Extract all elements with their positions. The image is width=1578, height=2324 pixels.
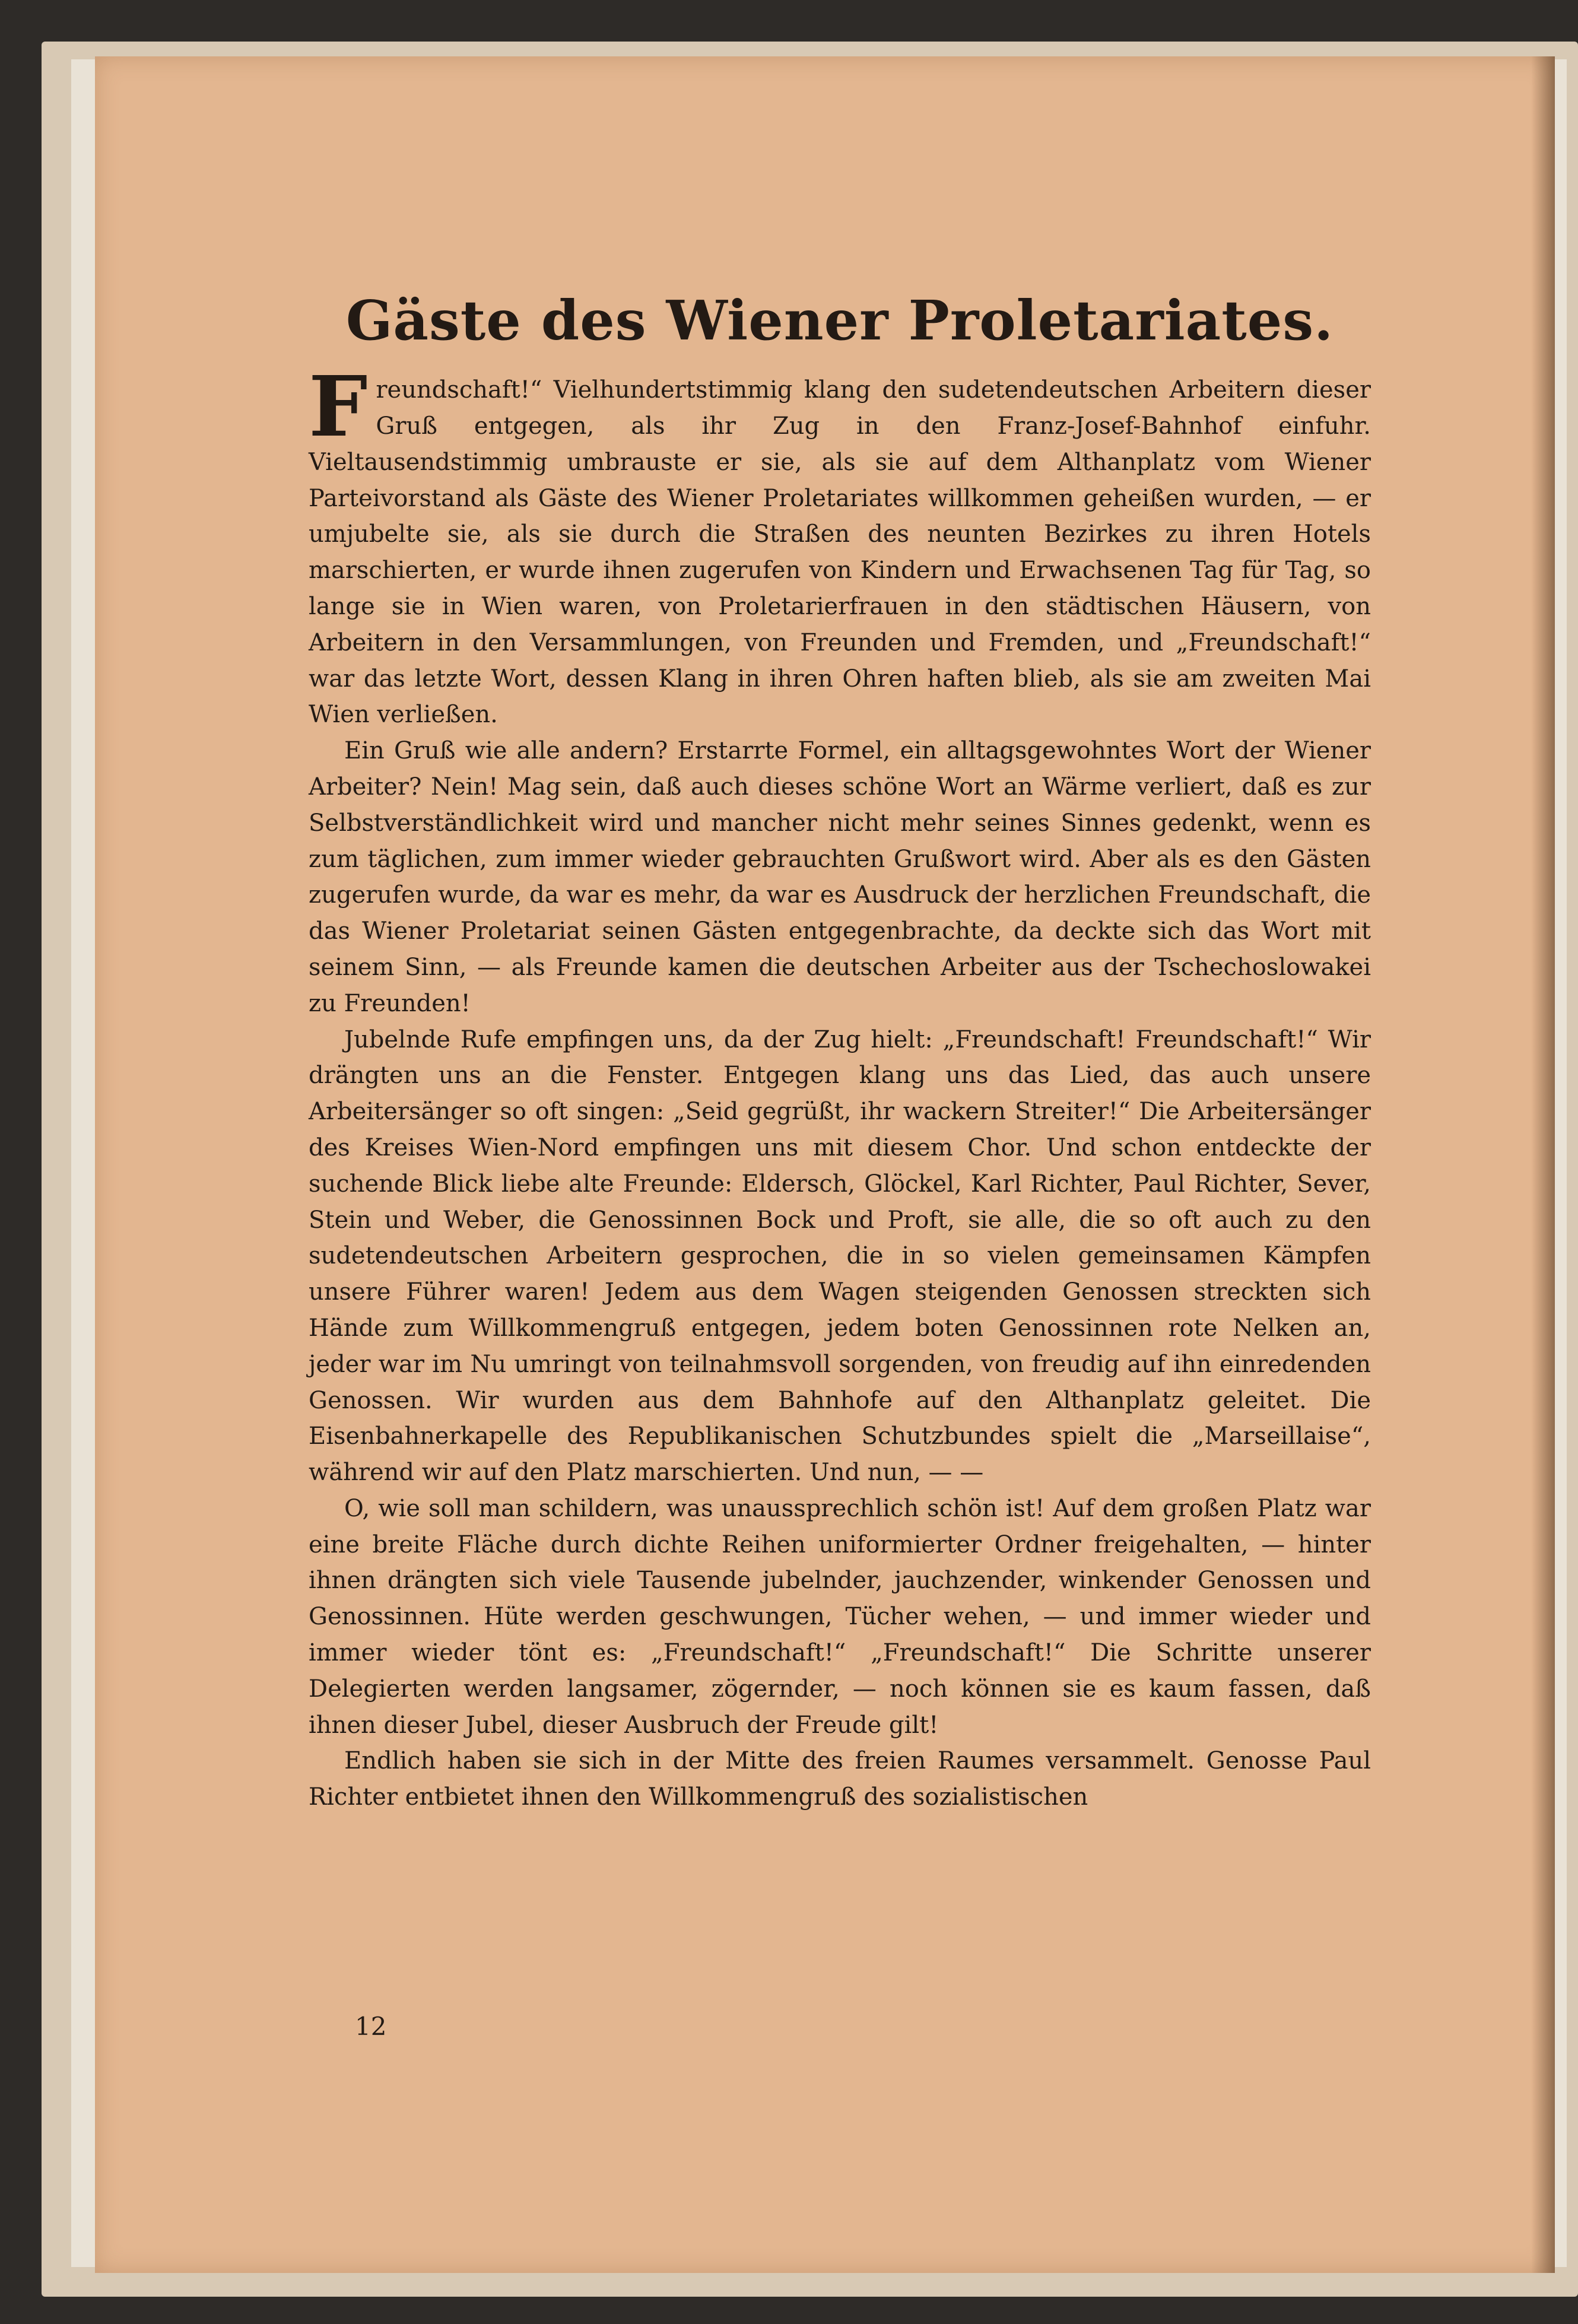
paragraph-5: Endlich haben sie sich in der Mitte des freien Raumes versammelt. Genosse Paul Richter entbietet ihnen den Willkommengruß des sozialistischen (309, 1747, 1371, 1811)
paragraph-4: O, wie soll man schildern, was unaussprechlich schön ist! Auf dem großen Platz war eine breite Fläche durch dichte Reihen uniformierter Ordner freigehalten, — hinter ihnen drängten sich viele Tausende jubelnder, jauchzender, winkender Genossen und Genossinnen. Hüte werden geschwungen, Tücher wehen, — und immer wieder und immer wieder tönt es: „Freundschaft!“ „Freundschaft!“ Die Schritte unserer Delegierten werden langsamer, zögernder, — noch können sie es kaum fassen, daß ihnen dieser Jubel, dieser Ausbruch der Freude gilt! (309, 1494, 1371, 1739)
page-gutter (1531, 56, 1555, 2273)
page-number: 12 (355, 2012, 387, 2041)
paragraph-2: Ein Gruß wie alle andern? Erstarrte Formel, ein alltagsgewohntes Wort der Wiener Arbeiter? Nein! Mag sein, daß auch dieses schöne Wort an Wärme verliert, daß es zur Selbstverständlichkeit wird und mancher nicht mehr seines Sinnes gedenkt, wenn es zum täglichen, zum immer wieder gebrauchten Grußwort wird. Aber als es den Gästen zugerufen wurde, da war es mehr, da war es Ausdruck der herzlichen Freundschaft, die das Wiener Proletariat seinen Gästen entgegenbrachte, da deckte sich das Wort mit seinem Sinn, — als Freunde kamen die deutschen Arbeiter aus der Tschechoslowakei zu Freunden! (309, 737, 1371, 1017)
page-title: Gäste des Wiener Proletariates. (345, 288, 1334, 353)
paragraph-1: Freundschaft!“ Vielhundertstimmig klang den sudetendeutschen Arbeitern dieser Gruß entgegen, als ihr Zug in den Franz-Josef-Bahnhof einfuhr. Vieltausendstimmig umbrauste er sie, als sie auf dem Althanplatz vom Wiener Parteivorstand als Gäste des Wiener Proletariates willkommen geheißen wurden, — er umjubelte sie, als sie durch die Straßen des neunten Bezirkes zu ihren Hotels marschierten, er wurde ihnen zugerufen von Kindern und Erwachsenen Tag für Tag, so lange sie in Wien waren, von Proletarierfrauen in den städtischen Häusern, von Arbeitern in den Versammlungen, von Freunden und Fremden, und „Freundschaft!“ war das letzte Wort, dessen Klang in ihren Ohren haften blieb, als sie am zweiten Mai Wien verließen. (309, 358, 1371, 729)
page-content (309, 288, 1371, 1815)
paragraph-3: Jubelnde Rufe empfingen uns, da der Zug hielt: „Freundschaft! Freundschaft!“ Wir drängten uns an die Fenster. Entgegen klang uns das Lied, das auch unsere Arbeitersänger so oft singen: „Seid gegrüßt, ihr wackern Streiter!“ Die Arbeitersänger des Kreises Wien-Nord empfingen uns mit diesem Chor. Und schon entdeckte der suchende Blick liebe alte Freunde: Eldersch, Glöckel, Karl Richter, Paul Richter, Sever, Stein und Weber, die Genossinnen Bock und Proft, sie alle, die so oft auch zu den sudetendeutschen Arbeitern gesprochen, die in so vielen gemeinsamen Kämpfen unsere Führer waren! Jedem aus dem Wagen steigenden Genossen streckten sich Hände zum Willkommengruß entgegen, jedem boten Genossinnen rote Nelken an, jeder war im Nu umringt von teilnahmsvoll sorgenden, von freudig auf ihn einredenden Genossen. Wir wurden aus dem Bahnhofe auf den Althanplatz geleitet. Die Eisenbahnerkapelle des Republikanischen Schutzbundes spielt die „Marseillaise“, während wir auf den Platz marschierten. Und nun, — — (309, 1026, 1371, 1487)
